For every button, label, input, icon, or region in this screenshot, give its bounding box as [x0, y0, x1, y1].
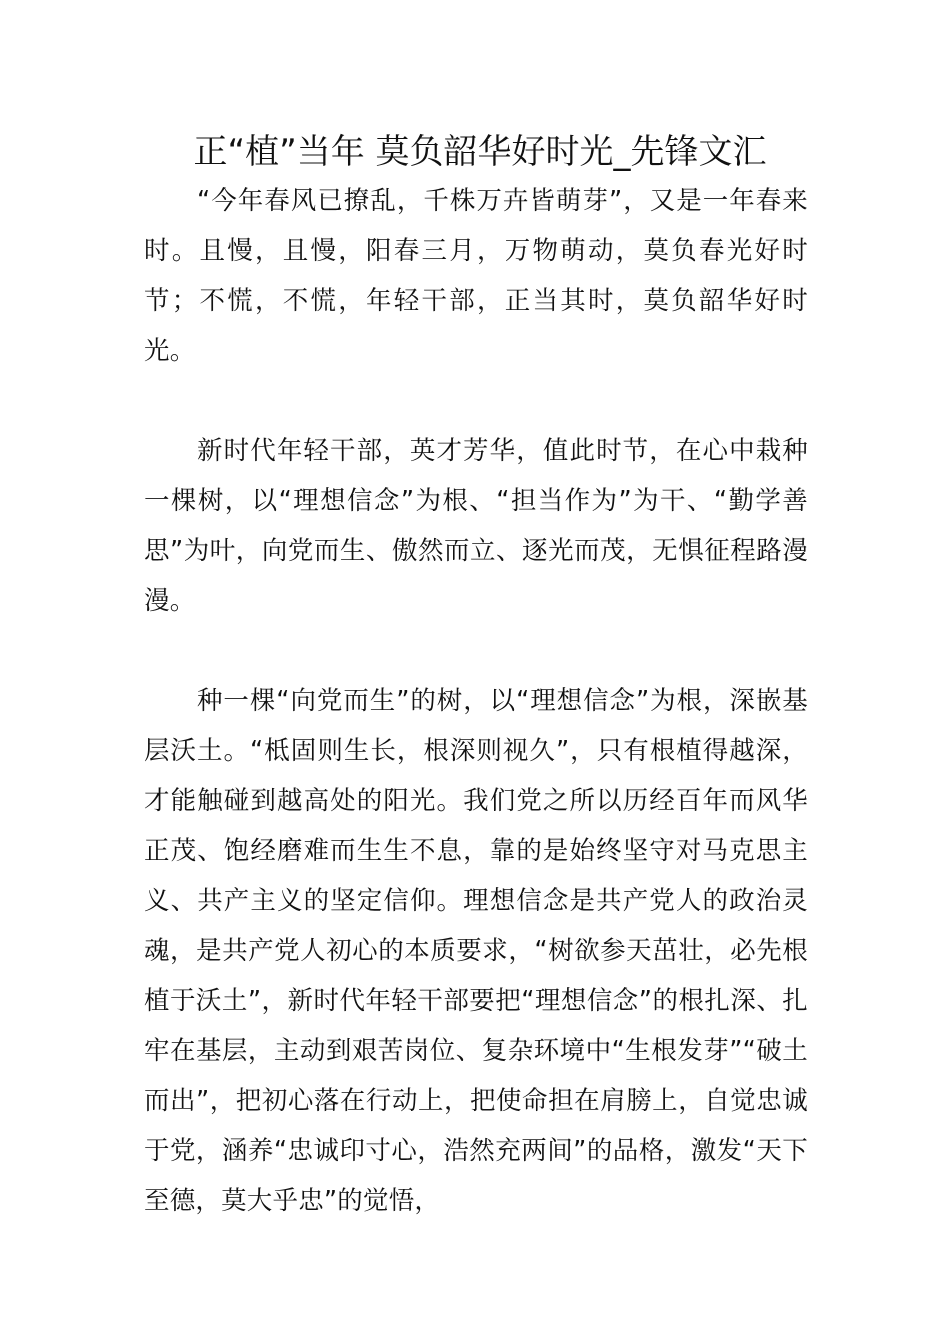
paragraph-tree-metaphor: 新时代年轻干部，英才芳华，值此时节，在心中栽种一棵树，以“理想信念”为根、“担当作为”为干、“勤学善思”为叶，向党而生、傲然而立、逐光而茂，无惧征程路漫漫。	[144, 436, 808, 616]
paragraph-spacer	[144, 376, 808, 426]
paragraph-roots: 种一棵“向党而生”的树，以“理想信念”为根，深嵌基层沃土。“柢固则生长，根深则视久”，只有根植得越深，才能触碰到越高处的阳光。我们党之所以历经百年而风华正茂、饱经磨难而生生不息，靠的是始终坚守对马克思主义、共产主义的坚定信仰。理想信念是共产党人的政治灵魂，是共产党人初心的本质要求，“树欲参天茁壮，必先根植于沃土”，新时代年轻干部要把“理想信念”的根扎深、扎牢在基层，主动到艰苦岗位、复杂环境中“生根发芽”“破土而出”，把初心落在行动上，把使命担在肩膀上，自觉忠诚于党，涵养“忠诚印寸心，浩然充两间”的品格，激发“天下至德，莫大乎忠”的觉悟，	[144, 686, 808, 1216]
document-title: 正“植”当年 莫负韶华好时光_先锋文汇	[193, 132, 767, 172]
document-body	[144, 176, 808, 1226]
paragraph-intro: “今年春风已撩乱，千株万卉皆萌芽”，又是一年春来时。且慢，且慢，阳春三月，万物萌动，莫负春光好时节；不慌，不慌，年轻干部，正当其时，莫负韶华好时光。	[144, 186, 808, 366]
paragraph-spacer	[144, 626, 808, 676]
